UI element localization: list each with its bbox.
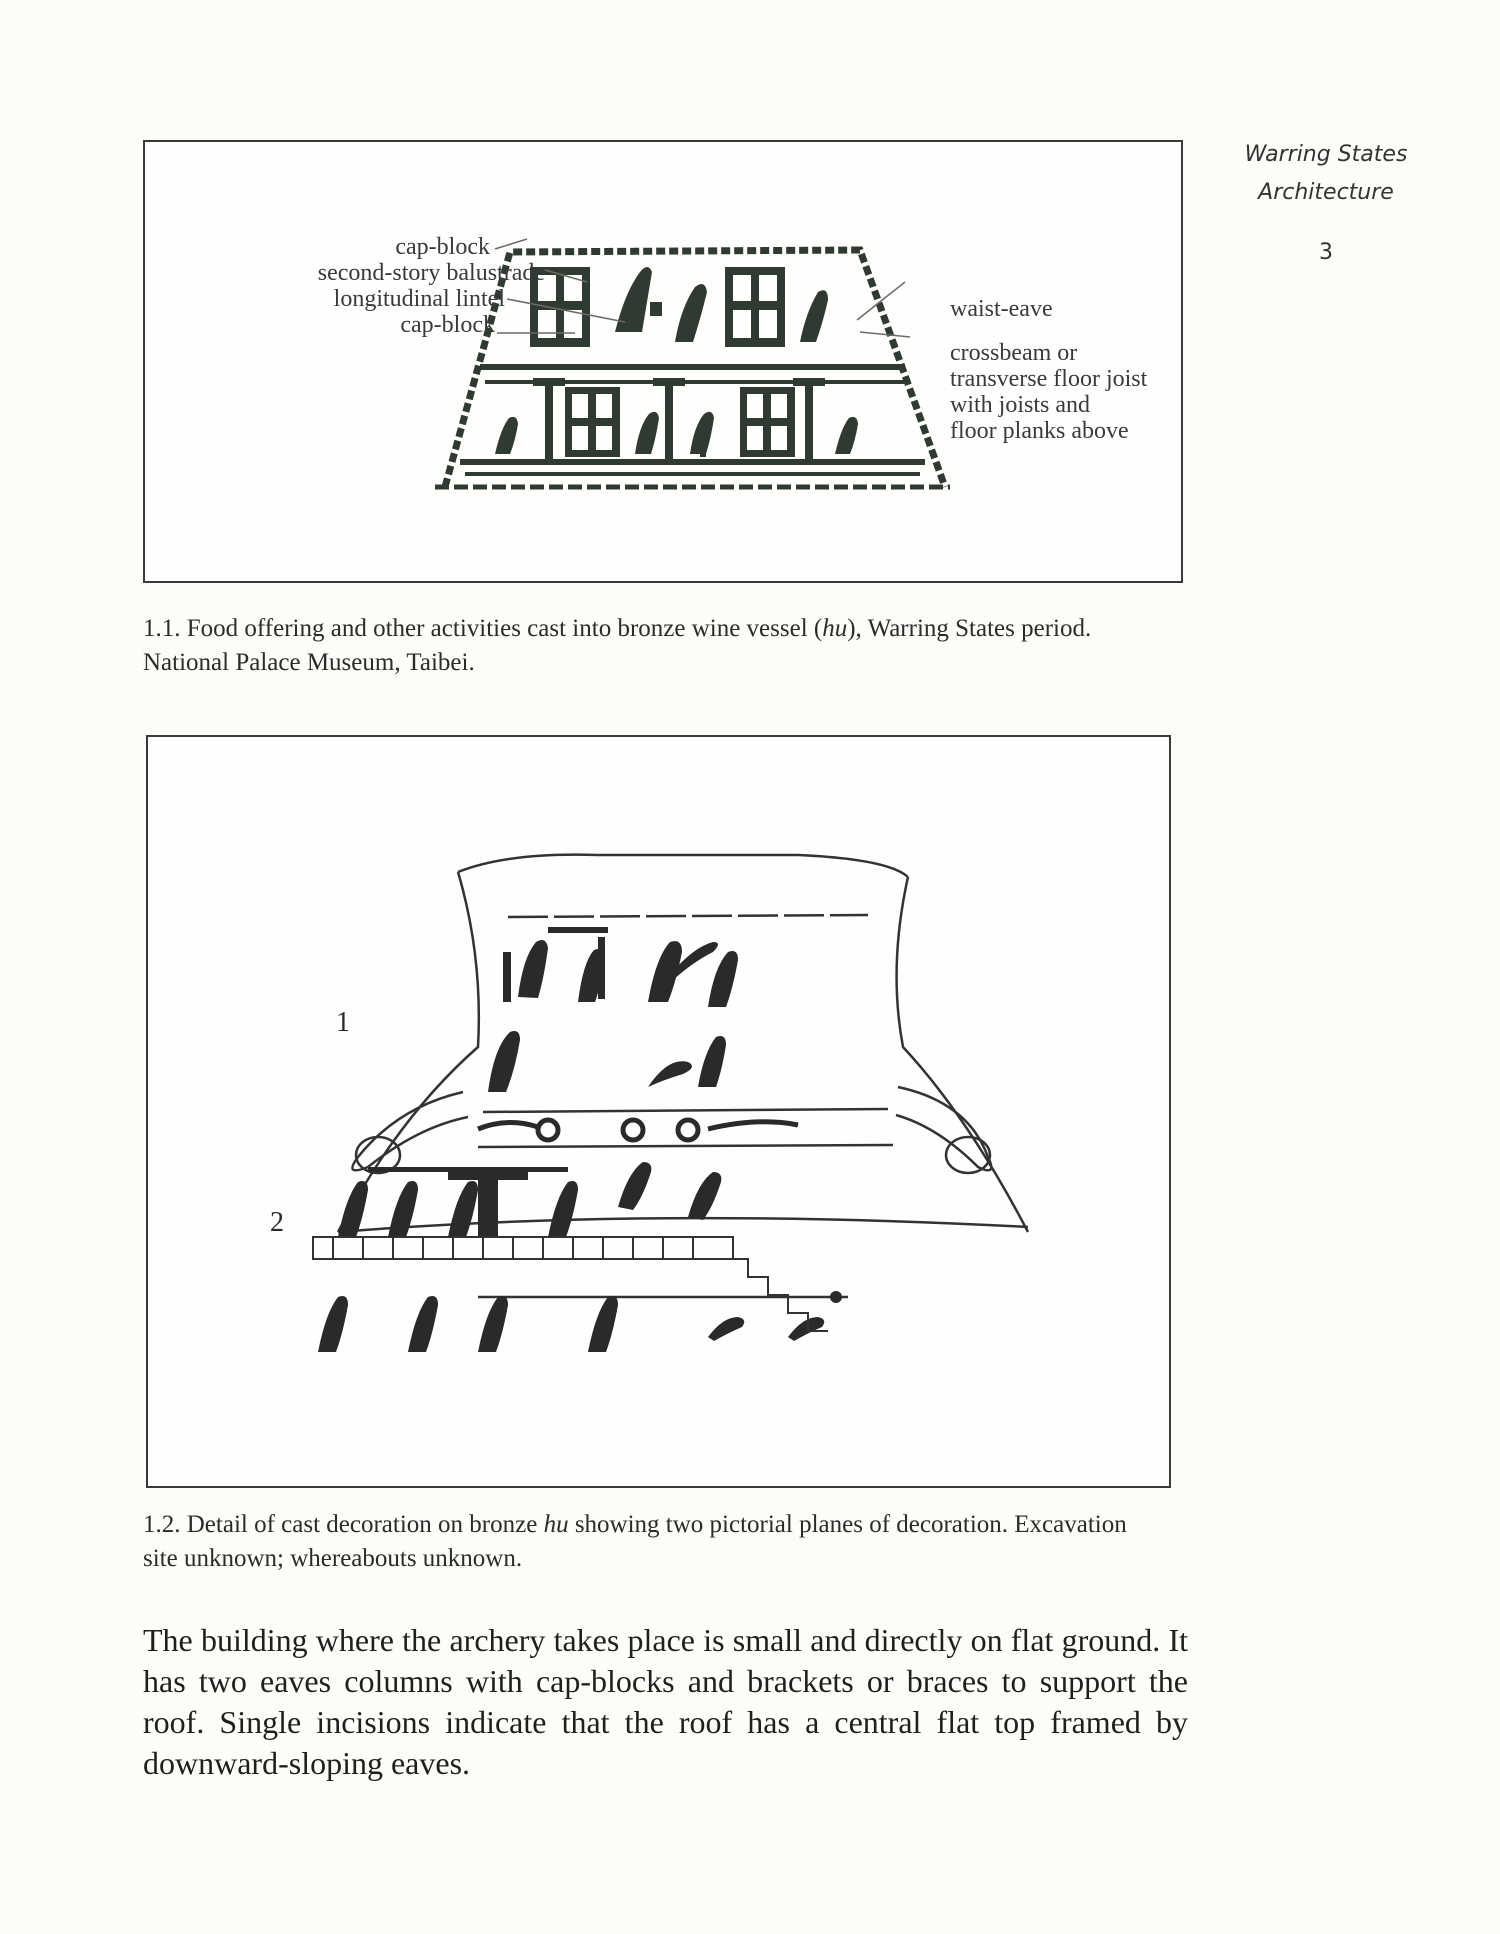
- caption-italic: hu: [822, 615, 848, 642]
- body-paragraph: The building where the archery takes place is small and directly on flat ground. It has two eaves columns with cap-blocks and brackets or braces to support the roof. Single incisions indicate that the roof has a central flat top framed by downward-sloping eaves.: [143, 1622, 1188, 1781]
- label-cap-block-lower: cap-block: [400, 312, 495, 338]
- caption-text-before: Detail of cast decoration on bronze: [186, 1511, 544, 1538]
- caption-italic: hu: [543, 1511, 569, 1538]
- caption-text-after: ), Warring States period. National Palace Museum, Taibei.: [143, 615, 1092, 676]
- figure-1-1-caption: [143, 612, 1163, 680]
- label-crossbeam-line2: transverse floor joist: [950, 366, 1148, 392]
- label-second-story-balustrade: second-story balustrade: [317, 260, 545, 286]
- caption-text-before: Food offering and other activities cast into bronze wine vessel (: [186, 615, 823, 642]
- caption-number: 1.2.: [143, 1511, 181, 1538]
- zone-2-label: 2: [270, 1207, 284, 1238]
- caption-text-after: showing two pictorial planes of decoration. Excavation site unknown; whereabouts unknown.: [143, 1511, 1127, 1572]
- figure-1-2-caption: [143, 1508, 1163, 1576]
- page-number: 3: [1319, 240, 1333, 265]
- label-waist-eave: waist-eave: [950, 296, 1053, 322]
- figure-1-2-frame: [146, 735, 1171, 1488]
- running-head-line2: Architecture: [1258, 180, 1394, 205]
- running-head: [1236, 136, 1416, 212]
- label-longitudinal-lintel: longitudinal lintel: [333, 286, 505, 312]
- label-crossbeam-line1: crossbeam or: [950, 340, 1078, 366]
- label-cap-block-upper: cap-block: [395, 234, 490, 260]
- figure-1-1-frame: [143, 140, 1183, 583]
- zone-1-label: 1: [336, 1007, 350, 1038]
- label-crossbeam-line4: floor planks above: [950, 418, 1129, 444]
- caption-number: 1.1.: [143, 615, 181, 642]
- figure-1-2-drawing: [148, 737, 1171, 1488]
- running-head-line1: Warring States: [1244, 142, 1408, 167]
- label-crossbeam-line3: with joists and: [950, 392, 1091, 418]
